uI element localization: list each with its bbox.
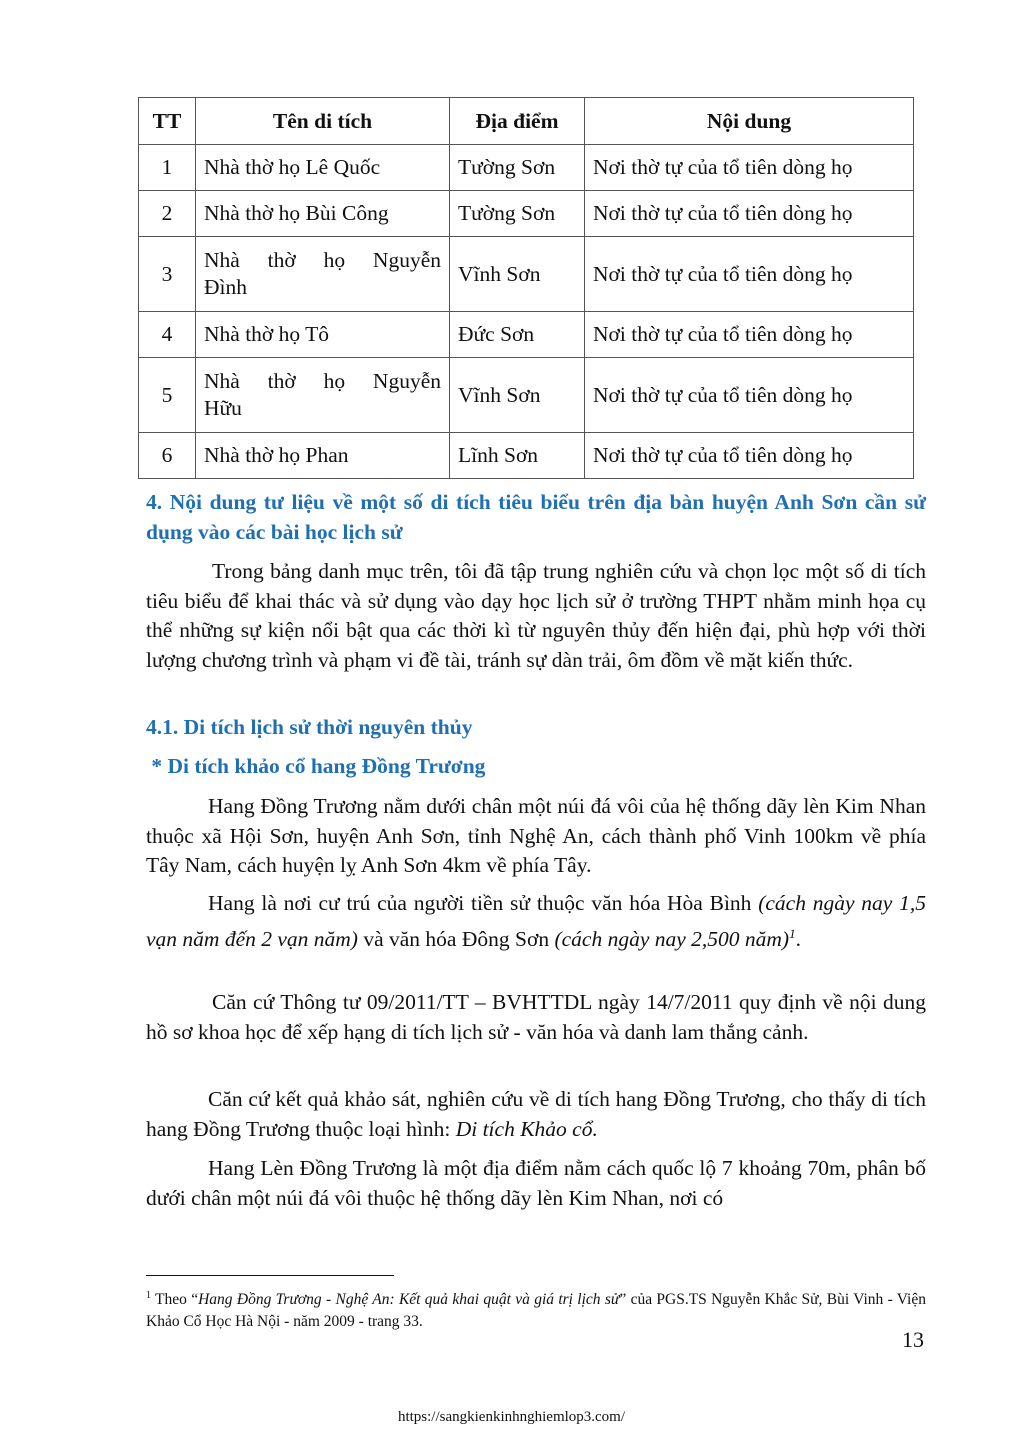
table-row [139, 358, 914, 433]
cell-tt: 4 [139, 312, 196, 358]
table-row [139, 145, 914, 191]
table-row [139, 312, 914, 358]
cell-content: Nơi thờ tự của tổ tiên dòng họ [585, 433, 914, 479]
cell-name-line1: Nhà thờ họ Nguyễn [204, 369, 441, 393]
cell-content: Nơi thờ tự của tổ tiên dòng họ [585, 358, 914, 433]
footnote-divider [146, 1275, 394, 1276]
cell-place: Vĩnh Sơn [450, 358, 585, 433]
cell-content: Nơi thờ tự của tổ tiên dòng họ [585, 237, 914, 312]
residence-text-a: Hang là nơi cư trú của người tiền sử thuộc văn hóa Hòa Bình [208, 891, 759, 915]
section-4-1-heading: 4.1. Di tích lịch sử thời nguyên thủy [146, 715, 473, 739]
cell-tt: 2 [139, 191, 196, 237]
paragraph-residence [146, 889, 926, 954]
paragraph-survey [146, 1085, 926, 1144]
cell-tt: 5 [139, 358, 196, 433]
cell-name: Nhà thờ họ Bùi Công [196, 191, 450, 237]
cell-tt: 6 [139, 433, 196, 479]
residence-date-hoabinh: (cách ngày nay 1,5 vạn năm đến 2 vạn năm) [146, 891, 926, 951]
table-row [139, 191, 914, 237]
footnote-number: 1 [146, 1290, 151, 1301]
cell-content: Nơi thờ tự của tổ tiên dòng họ [585, 191, 914, 237]
survey-text: Căn cứ kết quả khảo sát, nghiên cứu về di tích hang Đồng Trương, cho thấy di tích hang Đồng Trương thuộc loại hình: [146, 1087, 926, 1141]
cell-name: Nhà thờ họ Lê Quốc [196, 145, 450, 191]
cell-place: Tường Sơn [450, 145, 585, 191]
header-name: Tên di tích [196, 98, 450, 145]
header-content: Nội dung [585, 98, 914, 145]
cell-name: Nhà thờ họ Phan [196, 433, 450, 479]
residence-text-c: và văn hóa Đông Sơn [357, 926, 555, 951]
table-row [139, 237, 914, 312]
cell-place: Đức Sơn [450, 312, 585, 358]
cell-content: Nơi thờ tự của tổ tiên dòng họ [585, 312, 914, 358]
cell-tt: 1 [139, 145, 196, 191]
cell-place: Tường Sơn [450, 191, 585, 237]
cell-place: Lĩnh Sơn [450, 433, 585, 479]
cell-name-line2: Đình [204, 275, 247, 299]
cell-name [196, 358, 450, 433]
page-number: 13 [902, 1327, 924, 1352]
header-tt: TT [139, 98, 196, 145]
cell-content: Nơi thờ tự của tổ tiên dòng họ [585, 145, 914, 191]
cell-name-line1: Nhà thờ họ Nguyễn [204, 248, 441, 272]
paragraph-cave-position: Hang Lèn Đồng Trương là một địa điểm nằm cách quốc lộ 7 khoảng 70m, phân bố dưới chân một núi đá vôi thuộc hệ thống dãy lèn Kim Nhan, nơi có [146, 1156, 926, 1210]
relic-subheading: * Di tích khảo cổ hang Đồng Trương [146, 754, 486, 778]
footnote-book-title: Hang Đồng Trương - Nghệ An: Kết quả khai quật và giá trị lịch sử [198, 1291, 620, 1309]
table-header-row [139, 98, 914, 145]
relics-table [138, 97, 914, 479]
residence-date-dongson: (cách ngày nay 2,500 năm) [554, 926, 790, 951]
footnote-text-c: ” của PGS.TS Nguyễn Khắc Sử, Bùi Vinh - Viện Khảo Cổ Học Hà Nội - năm 2009 - trang 33. [146, 1291, 926, 1331]
footnote [146, 1285, 926, 1333]
footnote-text-a: Theo “ [151, 1291, 199, 1309]
paragraph-circular: Căn cứ Thông tư 09/2011/TT – BVHTTDL ngày 14/7/2011 quy định về nội dung hồ sơ khoa học để xếp hạng di tích lịch sử - văn hóa và danh lam thắng cảnh. [146, 990, 926, 1044]
section-4-paragraph: Trong bảng danh mục trên, tôi đã tập trung nghiên cứu và chọn lọc một số di tích tiêu biểu để khai thác và sử dụng vào dạy học lịch sử ở trường THPT nhằm minh họa cụ thể những sự kiện nổi bật qua các thời kì từ nguyên thủy đến hiện đại, phù hợp với thời lượng chương trình và phạm vi đề tài, tránh sự dàn trải, ôm đồm về mặt kiến thức. [146, 559, 926, 672]
survey-type: Di tích Khảo cổ. [455, 1116, 598, 1141]
cell-name [196, 237, 450, 312]
source-url[interactable]: https://sangkienkinhnghiemlop3.com/ [397, 1409, 626, 1425]
residence-text-end: . [795, 926, 801, 951]
paragraph-location: Hang Đồng Trương nằm dưới chân một núi đá vôi của hệ thống dãy lèn Kim Nhan thuộc xã Hội Sơn, huyện Anh Sơn, tỉnh Nghệ An, cách thành phố Vinh 100km về phía Tây Nam, cách huyện lỵ Anh Sơn 4km về phía Tây. [146, 794, 926, 878]
header-place: Địa điểm [450, 98, 585, 145]
footnote-ref: 1 [789, 925, 796, 941]
cell-name-line2: Hữu [204, 396, 242, 420]
cell-name: Nhà thờ họ Tô [196, 312, 450, 358]
cell-tt: 3 [139, 237, 196, 312]
table-row [139, 433, 914, 479]
cell-place: Vĩnh Sơn [450, 237, 585, 312]
section-4-heading: 4. Nội dung tư liệu về một số di tích tiêu biểu trên địa bàn huyện Anh Sơn cần sử dụng vào các bài học lịch sử [146, 490, 926, 544]
